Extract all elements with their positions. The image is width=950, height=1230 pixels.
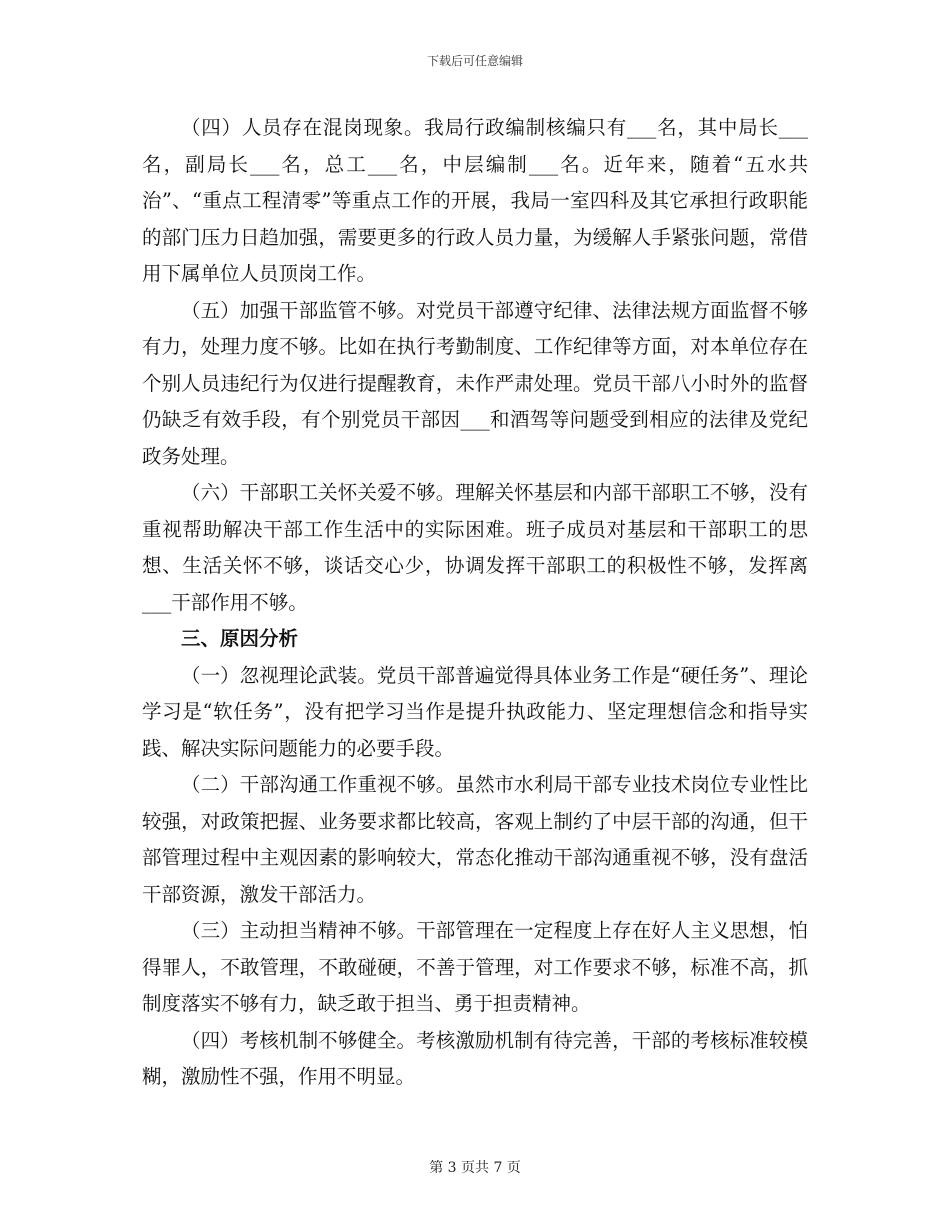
paragraph-care: （六）干部职工关怀关爱不够。理解关怀基层和内部干部职工不够，没有重视帮助解决干部工作生活中的实际困难。班子成员对基层和干部职工的思想、生活关怀不够，谈话交心少，协调发挥干部职工的积极性不够，发挥离___干部作用不够。 <box>142 481 808 614</box>
paragraph-assessment: （四）考核机制不够健全。考核激励机制有待完善，干部的考核标准较模糊，激励性不强，作用不明显。 <box>142 1028 808 1088</box>
document-body <box>142 110 808 1096</box>
paragraph-communication: （二）干部沟通工作重视不够。虽然市水利局干部专业技术岗位专业性比较强，对政策把握、业务要求都比较高，客观上制约了中层干部的沟通，但干部管理过程中主观因素的影响较大，常态化推动干部沟通重视不够，没有盘活干部资源，激发干部活力。 <box>142 773 808 906</box>
paragraph-responsibility: （三）主动担当精神不够。干部管理在一定程度上存在好人主义思想，怕得罪人，不敢管理，不敢碰硬，不善于管理，对工作要求不够，标准不高，抓制度落实不够有力，缺乏敢于担当、勇于担责精神。 <box>142 919 808 1015</box>
page-number: 第 3 页共 7 页 <box>429 1160 521 1176</box>
paragraph-supervision: （五）加强干部监管不够。对党员干部遵守纪律、法律法规方面监督不够有力，处理力度不够。比如在执行考勤制度、工作纪律等方面，对本单位存在个别人员违纪行为仅进行提醒教育，未作严肃处理。党员干部八小时外的监督仍缺乏有效手段，有个别党员干部因___和酒驾等问题受到相应的法律及党纪政务处理。 <box>142 298 808 468</box>
paragraph-staff-mixing: （四）人员存在混岗现象。我局行政编制核编只有___名，其中局长___名，副局长___名，总工___名，中层编制___名。近年来，随着“五水共治”、“重点工程清零”等重点工作的开展，我局一室四科及其它承担行政职能的部门压力日趋加强，需要更多的行政人员力量，为缓解人手紧张问题，常借用下属单位人员顶岗工作。 <box>142 116 808 285</box>
page-header-note: 下载后可任意编辑 <box>426 54 523 68</box>
section-title-cause-analysis: 三、原因分析 <box>181 627 299 650</box>
paragraph-theory: （一）忽视理论武装。党员干部普遍觉得具体业务工作是“硬任务”、理论学习是“软任务”，没有把学习当作是提升执政能力、坚定理想信念和指导实践、解决实际问题能力的必要手段。 <box>142 663 808 760</box>
